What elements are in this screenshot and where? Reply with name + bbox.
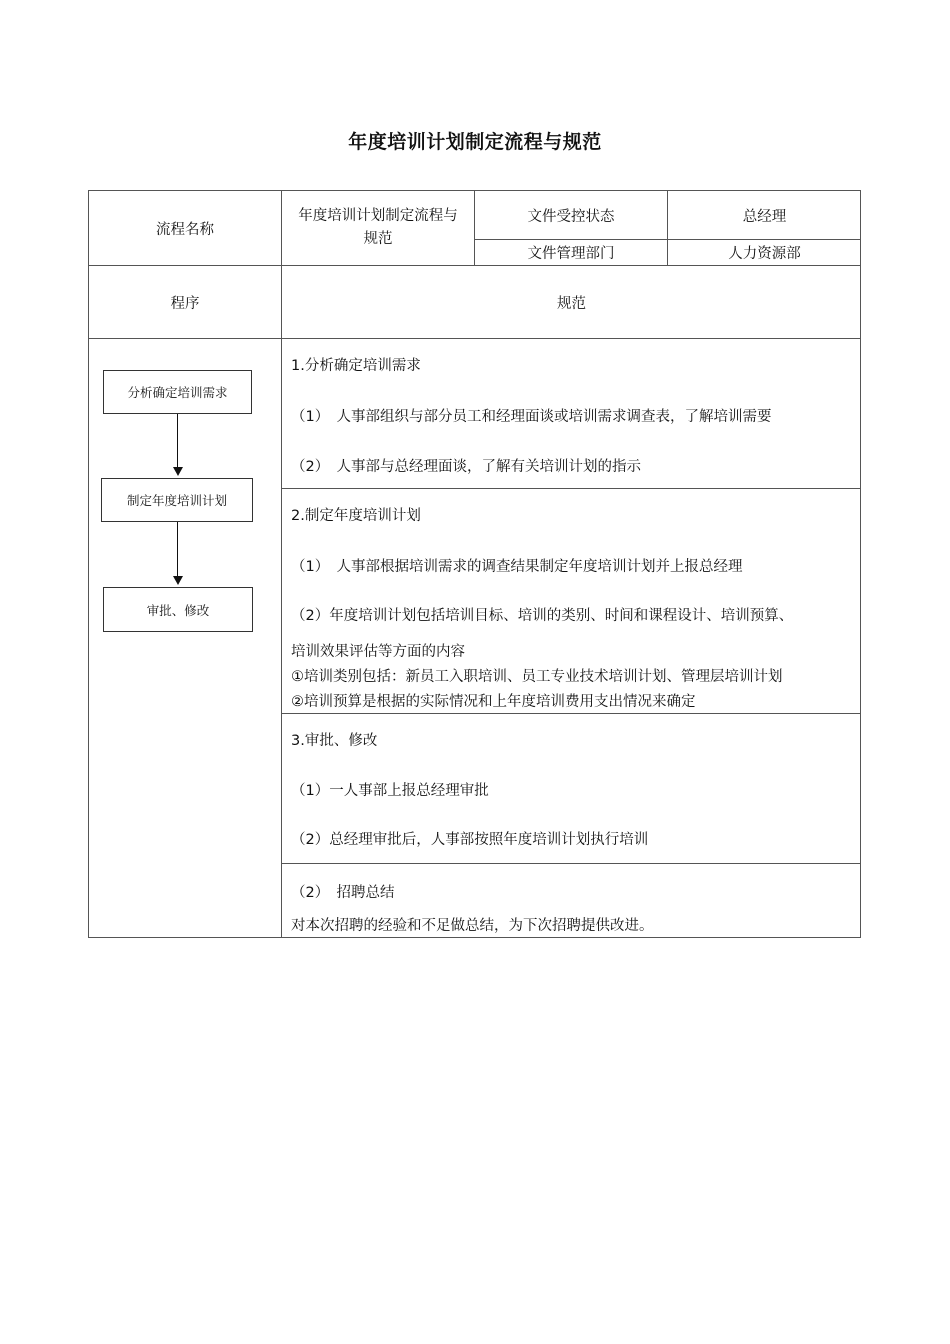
procedure-label: 程序 bbox=[170, 295, 200, 312]
section-heading: 1.分析确定培训需求 bbox=[291, 358, 421, 374]
section-line: （1）一人事部上报总经理审批 bbox=[291, 783, 489, 799]
section-line: ②培训预算是根据的实际情况和上年度培训费用支出情况来确定 bbox=[291, 694, 696, 710]
section-line: （1） 人事部组织与部分员工和经理面谈或培训需求调查表，了解培训需要 bbox=[291, 409, 772, 425]
section-line: （2）总经理审批后，人事部按照年度培训计划执行培训 bbox=[291, 832, 649, 848]
control-status-label: 文件受控状态 bbox=[527, 208, 615, 225]
row-divider bbox=[281, 713, 861, 714]
spec-label: 规范 bbox=[557, 295, 586, 312]
row-divider bbox=[281, 488, 861, 489]
section-line: （2） 人事部与总经理面谈，了解有关培训计划的指示 bbox=[291, 459, 641, 475]
section-line: （2） 招聘总结 bbox=[291, 885, 395, 901]
document-title: 年度培训计划制定流程与规范 bbox=[348, 131, 602, 153]
section-line: （2）年度培训计划包括培训目标、培训的类别、时间和课程设计、培训预算、 bbox=[291, 608, 794, 624]
flow-arrow bbox=[177, 414, 178, 467]
row-divider bbox=[89, 338, 861, 339]
process-name-value: 年度培训计划制定流程与规范 bbox=[298, 208, 458, 247]
flow-arrow bbox=[177, 522, 178, 576]
control-status-value: 总经理 bbox=[742, 208, 787, 225]
process-name-label: 流程名称 bbox=[156, 221, 214, 238]
flow-step-box: 审批、修改 bbox=[103, 587, 253, 632]
section-line: ①培训类别包括：新员工入职培训、员工专业技术培训计划、管理层培训计划 bbox=[291, 669, 783, 685]
flow-step-box: 分析确定培训需求 bbox=[103, 370, 252, 414]
section-line: 对本次招聘的经验和不足做总结，为下次招聘提供改进。 bbox=[291, 918, 654, 934]
arrow-down-icon bbox=[173, 467, 183, 476]
section-line: （1） 人事部根据培训需求的调查结果制定年度培训计划并上报总经理 bbox=[291, 559, 743, 575]
section-heading: 3.审批、修改 bbox=[291, 733, 378, 749]
section-line: 培训效果评估等方面的内容 bbox=[291, 644, 465, 660]
row-divider bbox=[281, 863, 861, 864]
process-table bbox=[88, 190, 861, 938]
section-heading: 2.制定年度培训计划 bbox=[291, 508, 421, 524]
dept-value: 人力资源部 bbox=[728, 246, 801, 262]
arrow-down-icon bbox=[173, 576, 183, 585]
flow-step-box: 制定年度培训计划 bbox=[101, 478, 253, 522]
dept-label: 文件管理部门 bbox=[527, 246, 615, 262]
